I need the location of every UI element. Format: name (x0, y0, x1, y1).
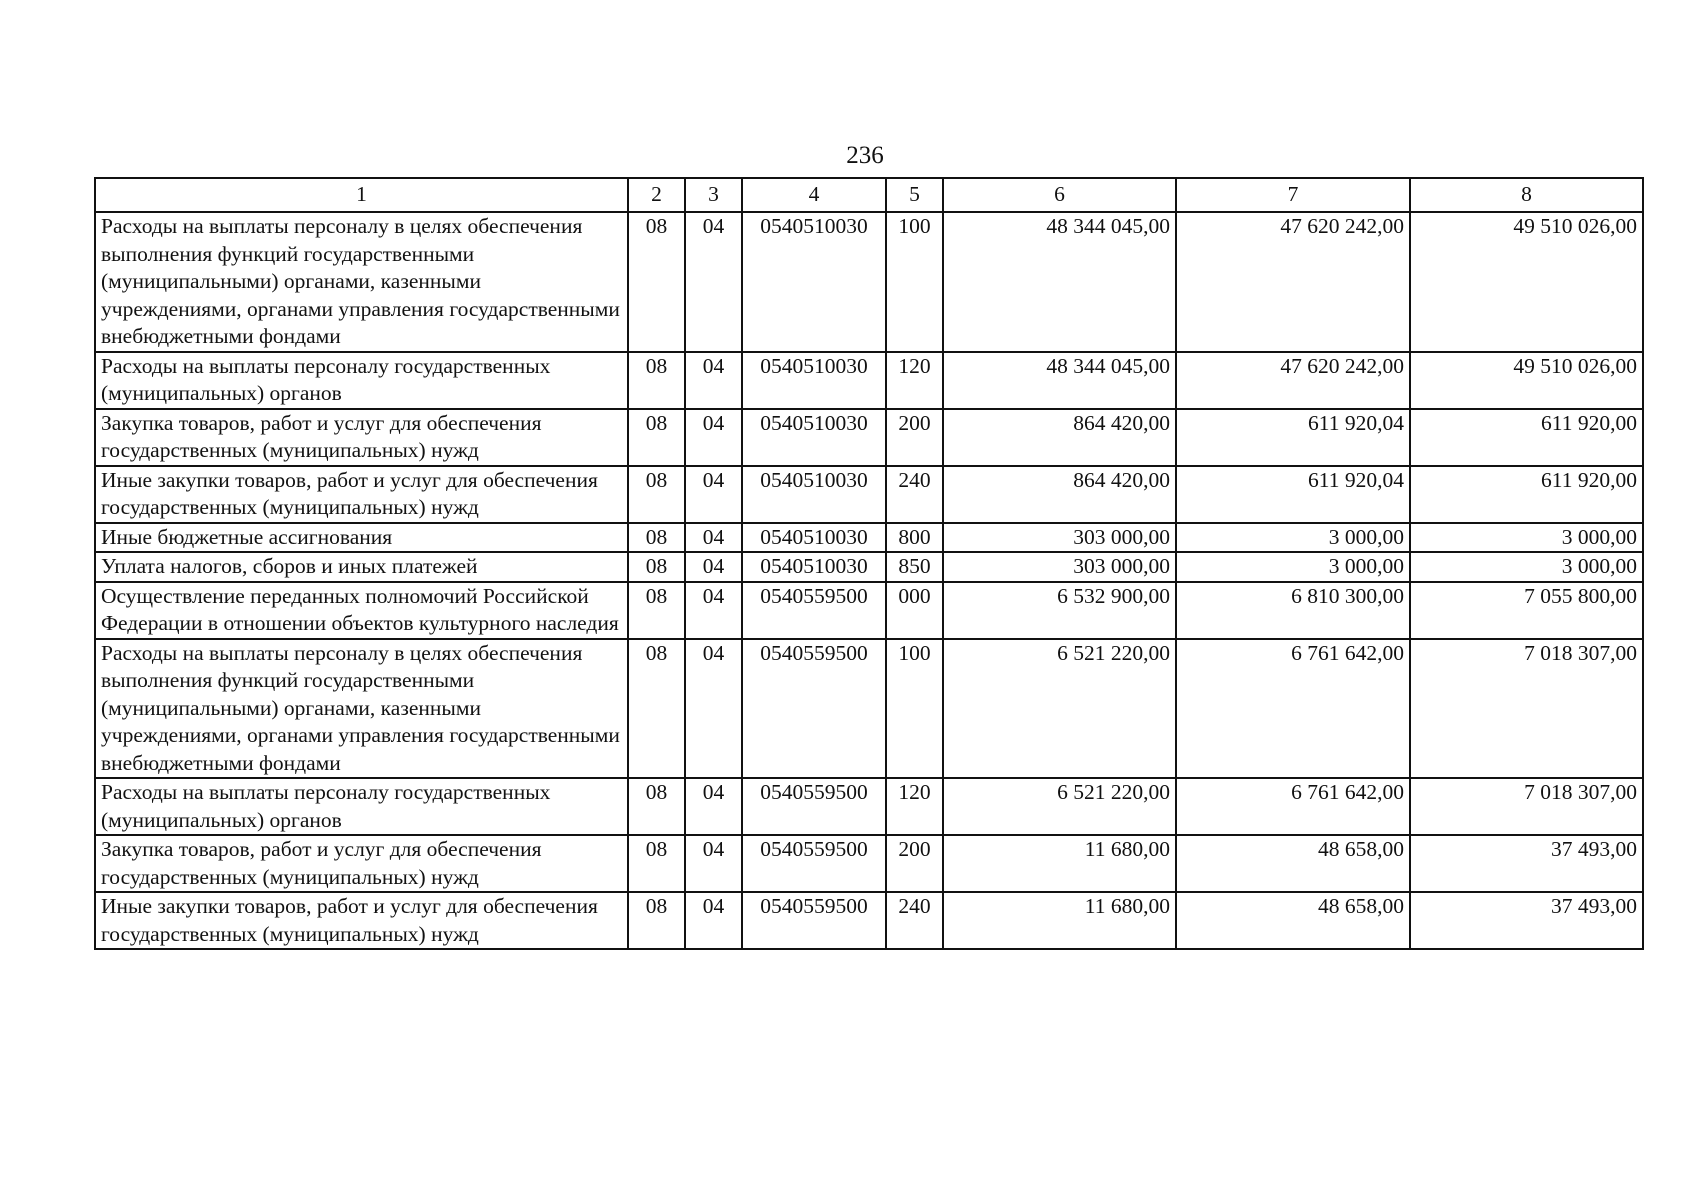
budget-table (94, 177, 1644, 950)
expense-name: Уплата налогов, сборов и иных платежей (95, 552, 628, 582)
expense-name: Иные бюджетные ассигнования (95, 523, 628, 553)
page-number: 236 (846, 142, 884, 169)
target-article-code: 0540559500 (742, 582, 886, 639)
expense-type-code: 850 (886, 552, 943, 582)
section-code: 08 (628, 523, 685, 553)
amount-col6: 864 420,00 (943, 466, 1176, 523)
amount-col8: 7 018 307,00 (1410, 639, 1643, 779)
amount-col8: 49 510 026,00 (1410, 212, 1643, 352)
table-row (95, 835, 1643, 892)
section-code: 08 (628, 466, 685, 523)
column-header: 6 (943, 178, 1176, 212)
amount-col8: 3 000,00 (1410, 552, 1643, 582)
subsection-code: 04 (685, 212, 742, 352)
subsection-code: 04 (685, 778, 742, 835)
amount-col7: 6 761 642,00 (1176, 639, 1410, 779)
amount-col7: 6 810 300,00 (1176, 582, 1410, 639)
amount-col6: 11 680,00 (943, 835, 1176, 892)
section-code: 08 (628, 778, 685, 835)
amount-col8: 37 493,00 (1410, 835, 1643, 892)
amount-col8: 3 000,00 (1410, 523, 1643, 553)
expense-type-code: 000 (886, 582, 943, 639)
amount-col7: 48 658,00 (1176, 835, 1410, 892)
target-article-code: 0540510030 (742, 466, 886, 523)
amount-col6: 48 344 045,00 (943, 352, 1176, 409)
amount-col8: 7 055 800,00 (1410, 582, 1643, 639)
amount-col8: 611 920,00 (1410, 409, 1643, 466)
section-code: 08 (628, 352, 685, 409)
table-body (95, 212, 1643, 949)
expense-type-code: 120 (886, 778, 943, 835)
column-header: 8 (1410, 178, 1643, 212)
table-header (95, 178, 1643, 212)
expense-name: Иные закупки товаров, работ и услуг для обеспечения государственных (муниципальных) нужд (95, 892, 628, 949)
target-article-code: 0540510030 (742, 523, 886, 553)
subsection-code: 04 (685, 835, 742, 892)
amount-col7: 47 620 242,00 (1176, 352, 1410, 409)
table-row (95, 523, 1643, 553)
column-header: 2 (628, 178, 685, 212)
expense-type-code: 120 (886, 352, 943, 409)
amount-col8: 611 920,00 (1410, 466, 1643, 523)
amount-col7: 3 000,00 (1176, 523, 1410, 553)
header-row (95, 178, 1643, 212)
column-header: 1 (95, 178, 628, 212)
expense-type-code: 240 (886, 466, 943, 523)
subsection-code: 04 (685, 466, 742, 523)
table-row (95, 212, 1643, 352)
subsection-code: 04 (685, 409, 742, 466)
expense-type-code: 800 (886, 523, 943, 553)
table-row (95, 778, 1643, 835)
column-header: 5 (886, 178, 943, 212)
table-row (95, 466, 1643, 523)
subsection-code: 04 (685, 582, 742, 639)
expense-name: Осуществление переданных полномочий Российской Федерации в отношении объектов культурного наследия (95, 582, 628, 639)
expense-name: Расходы на выплаты персоналу государственных (муниципальных) органов (95, 352, 628, 409)
section-code: 08 (628, 582, 685, 639)
expense-name: Закупка товаров, работ и услуг для обеспечения государственных (муниципальных) нужд (95, 409, 628, 466)
expense-name: Иные закупки товаров, работ и услуг для обеспечения государственных (муниципальных) нужд (95, 466, 628, 523)
amount-col6: 303 000,00 (943, 552, 1176, 582)
column-header: 3 (685, 178, 742, 212)
column-header: 4 (742, 178, 886, 212)
expense-type-code: 200 (886, 409, 943, 466)
amount-col7: 48 658,00 (1176, 892, 1410, 949)
expense-name: Расходы на выплаты персоналу в целях обеспечения выполнения функций государственными (муниципальными) органами, казенными учреждениями, органами управления государственными внебюджетными фондами (95, 639, 628, 779)
target-article-code: 0540510030 (742, 552, 886, 582)
target-article-code: 0540510030 (742, 212, 886, 352)
table-row (95, 352, 1643, 409)
target-article-code: 0540559500 (742, 778, 886, 835)
expense-name: Закупка товаров, работ и услуг для обеспечения государственных (муниципальных) нужд (95, 835, 628, 892)
target-article-code: 0540559500 (742, 892, 886, 949)
section-code: 08 (628, 212, 685, 352)
amount-col6: 48 344 045,00 (943, 212, 1176, 352)
amount-col7: 6 761 642,00 (1176, 778, 1410, 835)
column-header: 7 (1176, 178, 1410, 212)
target-article-code: 0540559500 (742, 639, 886, 779)
section-code: 08 (628, 835, 685, 892)
amount-col6: 6 532 900,00 (943, 582, 1176, 639)
amount-col6: 6 521 220,00 (943, 639, 1176, 779)
target-article-code: 0540510030 (742, 409, 886, 466)
table-row (95, 552, 1643, 582)
table-row (95, 892, 1643, 949)
amount-col6: 303 000,00 (943, 523, 1176, 553)
amount-col7: 47 620 242,00 (1176, 212, 1410, 352)
expense-type-code: 200 (886, 835, 943, 892)
expense-type-code: 100 (886, 212, 943, 352)
section-code: 08 (628, 639, 685, 779)
subsection-code: 04 (685, 352, 742, 409)
expense-name: Расходы на выплаты персоналу в целях обеспечения выполнения функций государственными (муниципальными) органами, казенными учреждениями, органами управления государственными внебюджетными фондами (95, 212, 628, 352)
target-article-code: 0540510030 (742, 352, 886, 409)
amount-col6: 6 521 220,00 (943, 778, 1176, 835)
amount-col7: 611 920,04 (1176, 466, 1410, 523)
amount-col8: 49 510 026,00 (1410, 352, 1643, 409)
amount-col8: 37 493,00 (1410, 892, 1643, 949)
section-code: 08 (628, 892, 685, 949)
amount-col6: 11 680,00 (943, 892, 1176, 949)
amount-col7: 3 000,00 (1176, 552, 1410, 582)
expense-name: Расходы на выплаты персоналу государственных (муниципальных) органов (95, 778, 628, 835)
table-row (95, 639, 1643, 779)
amount-col7: 611 920,04 (1176, 409, 1410, 466)
subsection-code: 04 (685, 552, 742, 582)
subsection-code: 04 (685, 523, 742, 553)
expense-type-code: 240 (886, 892, 943, 949)
table-row (95, 582, 1643, 639)
amount-col6: 864 420,00 (943, 409, 1176, 466)
section-code: 08 (628, 409, 685, 466)
section-code: 08 (628, 552, 685, 582)
table-row (95, 409, 1643, 466)
expense-type-code: 100 (886, 639, 943, 779)
amount-col8: 7 018 307,00 (1410, 778, 1643, 835)
subsection-code: 04 (685, 639, 742, 779)
target-article-code: 0540559500 (742, 835, 886, 892)
subsection-code: 04 (685, 892, 742, 949)
